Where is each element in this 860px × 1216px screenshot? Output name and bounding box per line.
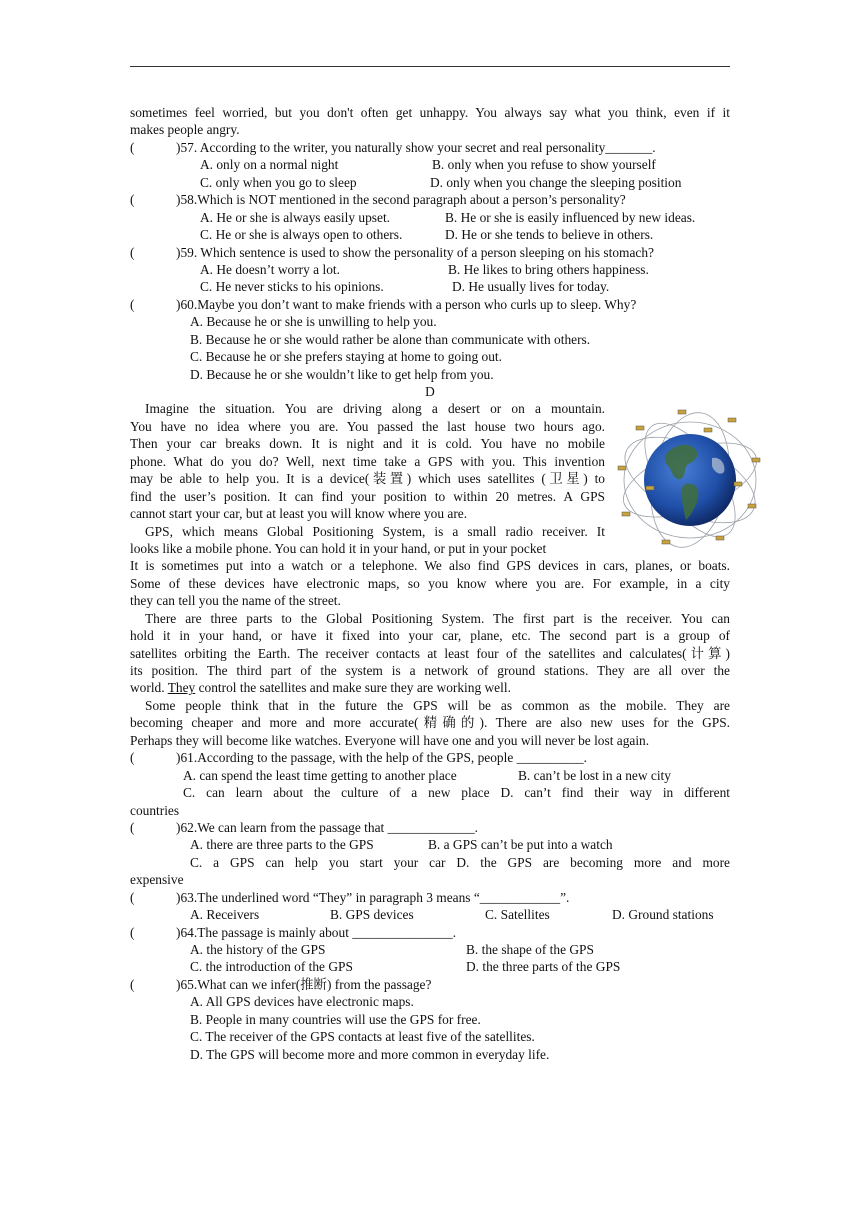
question-64 xyxy=(130,924,730,941)
option-d[interactable]: D. Because he or she wouldn’t like to get help from you. xyxy=(190,366,494,382)
answer-blank[interactable]: ( xyxy=(130,819,135,835)
option-b[interactable]: B. Because he or she would rather be alone than communicate with others. xyxy=(190,331,591,347)
text-line: Then your car breaks down. It is night and it is cold. You have no mobile xyxy=(130,436,605,452)
question-stem: )63.The underlined word “They” in paragraph 3 means “____________”. xyxy=(176,889,570,905)
option-b[interactable]: B. can’t be lost in a new city xyxy=(518,767,671,783)
option-c[interactable]: C. the introduction of the GPS xyxy=(190,959,353,975)
header-rule xyxy=(130,66,730,67)
text-line: becoming cheaper and more and more accurate(精确的). There are also new uses for the GPS. xyxy=(130,715,730,731)
globe-satellites-icon xyxy=(616,408,764,550)
question-58 xyxy=(130,191,730,208)
text-line: You have no idea where you are. You passed the last house two hours ago. xyxy=(130,418,605,434)
options-row xyxy=(130,209,730,226)
text-line: There are three parts to the Global Positioning System. The first part is the receiver. You can xyxy=(145,610,730,626)
question-stem: )65.What can we infer(推断) from the passage? xyxy=(176,976,432,992)
options-row xyxy=(130,958,730,975)
option-a[interactable]: A. there are three parts to the GPS xyxy=(190,837,374,853)
intro-line: makes people angry. xyxy=(130,122,240,138)
option-a[interactable]: A. He or she is always easily upset. xyxy=(200,209,391,225)
text-line: Perhaps they will become like watches. Everyone will have one and you will never be lost again. xyxy=(130,732,650,748)
option-c[interactable]: C. The receiver of the GPS contacts at least five of the satellites. xyxy=(190,1029,535,1045)
options-row xyxy=(130,174,730,191)
answer-blank[interactable]: ( xyxy=(130,889,135,905)
text-line xyxy=(130,679,730,696)
option-b[interactable]: B. a GPS can’t be put into a watch xyxy=(428,837,613,853)
question-57 xyxy=(130,139,730,156)
text-line: looks like a mobile phone. You can hold it in your hand, or put in your pocket xyxy=(130,540,547,556)
option-a[interactable]: A. only on a normal night xyxy=(200,157,339,173)
text-line: cannot start your car, but at least you will know where you are. xyxy=(130,506,468,522)
intro-line: sometimes feel worried, but you don't often get unhappy. You always say what you think, even if it xyxy=(130,105,730,120)
section-heading: D xyxy=(425,384,435,399)
question-65 xyxy=(130,976,730,993)
text-line: hold it in your hand, or have it fixed into your car, plane, etc. The second part is a group of xyxy=(130,628,730,644)
option-c[interactable]: C. He never sticks to his opinions. xyxy=(200,279,384,295)
option-d[interactable]: D. Ground stations xyxy=(612,907,714,923)
text-line: may be able to help you. It is a device(装置) which uses satellites (卫星) to xyxy=(130,471,605,487)
option-c[interactable]: C. Because he or she prefers staying at home to going out. xyxy=(190,349,502,365)
answer-blank[interactable]: ( xyxy=(130,976,135,992)
question-62 xyxy=(130,819,730,836)
option-d[interactable]: D. He or she tends to believe in others. xyxy=(445,227,654,243)
option-d[interactable]: D. The GPS will become more and more common in everyday life. xyxy=(190,1046,550,1062)
option-cd[interactable]: C. a GPS can help you start your car D. the GPS are becoming more and more xyxy=(190,854,730,870)
options-row xyxy=(130,278,730,295)
option-d[interactable]: D. only when you change the sleeping position xyxy=(430,174,682,190)
text-line: find the user’s position. It can find your position to within 20 metres. A GPS xyxy=(130,488,605,504)
passage-paragraph-1 xyxy=(130,400,605,522)
question-stem: )64.The passage is mainly about _______________. xyxy=(176,924,457,940)
option-a[interactable]: A. Because he or she is unwilling to help you. xyxy=(190,314,437,330)
answer-blank[interactable]: ( xyxy=(130,924,135,940)
question-60 xyxy=(130,296,730,313)
text-line: its position. The third part of the system is a network of ground stations. They are all over the xyxy=(130,663,730,678)
option-b[interactable]: B. only when you refuse to show yourself xyxy=(432,157,656,173)
option-a[interactable]: A. All GPS devices have electronic maps. xyxy=(190,994,414,1010)
text-line: phone. What do you do? Well, next time take a GPS with you. This invention xyxy=(130,453,605,469)
option-d[interactable]: D. He usually lives for today. xyxy=(452,279,610,295)
question-stem: )62.We can learn from the passage that _____________. xyxy=(176,819,478,835)
passage-paragraph-4 xyxy=(130,697,730,749)
option-a[interactable]: A. can spend the least time getting to another place xyxy=(183,767,457,783)
text-line: GPS, which means Global Positioning System, is a small radio receiver. It xyxy=(145,523,605,539)
question-stem: )61.According to the passage, with the help of the GPS, people __________. xyxy=(176,750,587,766)
option-b[interactable]: B. People in many countries will use the GPS for free. xyxy=(190,1011,481,1027)
text-line: satellites orbiting the Earth. The receiver contacts at least four of the satellites and calculates(计算) xyxy=(130,645,730,661)
options-row xyxy=(130,906,730,923)
options-row xyxy=(130,226,730,243)
options-row xyxy=(130,941,730,958)
options-row xyxy=(130,261,730,278)
option-b[interactable]: B. He or she is easily influenced by new ideas. xyxy=(445,209,696,225)
text-line: Imagine the situation. You are driving along a desert or on a mountain. xyxy=(145,401,605,417)
option-cd[interactable]: C. can learn about the culture of a new place D. can’t find their way in different xyxy=(183,785,730,801)
question-61 xyxy=(130,749,730,766)
underlined-word: They xyxy=(167,680,196,696)
option-wrap: countries xyxy=(130,802,180,818)
option-a[interactable]: A. He doesn’t worry a lot. xyxy=(200,261,340,277)
option-b[interactable]: B. He likes to bring others happiness. xyxy=(448,261,649,277)
answer-blank[interactable]: ( xyxy=(130,296,135,312)
question-63 xyxy=(130,889,730,906)
question-stem: )59. Which sentence is used to show the personality of a person sleeping on his stomach? xyxy=(176,244,654,260)
option-b[interactable]: B. GPS devices xyxy=(330,907,414,923)
question-59 xyxy=(130,244,730,261)
option-c[interactable]: C. only when you go to sleep xyxy=(200,174,357,190)
text-line: It is sometimes put into a watch or a telephone. We also find GPS devices in cars, planes, or boats. xyxy=(130,558,730,574)
text-fragment: world. xyxy=(130,680,168,696)
answer-blank[interactable]: ( xyxy=(130,192,135,208)
answer-blank[interactable]: ( xyxy=(130,139,135,155)
options-row xyxy=(130,767,730,784)
option-d[interactable]: D. the three parts of the GPS xyxy=(466,959,621,975)
question-stem: )60.Maybe you don’t want to make friends with a person who curls up to sleep. Why? xyxy=(176,296,637,312)
question-stem: )58.Which is NOT mentioned in the second paragraph about a person’s personality? xyxy=(176,192,626,208)
options-row xyxy=(130,836,730,853)
option-c[interactable]: C. Satellites xyxy=(485,907,550,923)
option-a[interactable]: A. the history of the GPS xyxy=(190,942,326,957)
passage-paragraph-3 xyxy=(130,610,730,697)
option-c[interactable]: C. He or she is always open to others. xyxy=(200,227,403,243)
text-line: Some people think that in the future the GPS will be as common as the mobile. They are xyxy=(145,697,730,713)
question-stem: )57. According to the writer, you naturally show your secret and real personality_______. xyxy=(176,139,656,155)
document-page xyxy=(130,104,730,1063)
option-a[interactable]: A. Receivers xyxy=(190,907,260,923)
option-wrap: expensive xyxy=(130,872,184,888)
answer-blank[interactable]: ( xyxy=(130,750,135,766)
options-row xyxy=(130,156,730,173)
option-b[interactable]: B. the shape of the GPS xyxy=(466,942,594,957)
text-line: they can tell you the name of the street. xyxy=(130,593,341,609)
text-fragment: control the satellites and make sure they are working well. xyxy=(195,680,511,696)
text-line: Some of these devices have electronic maps, so you know where you are. For example, in a city xyxy=(130,575,730,591)
answer-blank[interactable]: ( xyxy=(130,244,135,260)
